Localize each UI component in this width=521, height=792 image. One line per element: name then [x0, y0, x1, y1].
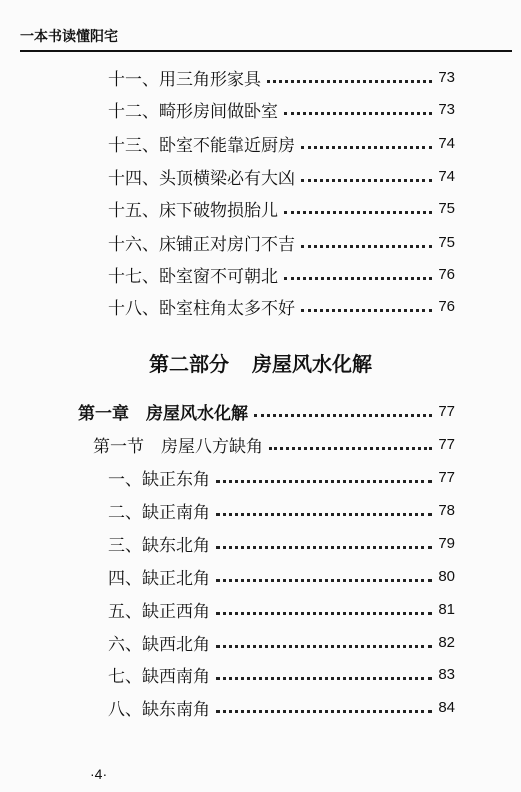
dot-leader [301, 245, 432, 248]
toc-entry-title: 十三、卧室不能靠近厨房 [108, 135, 295, 156]
toc-entry [108, 196, 455, 220]
toc-entry-title: 八、缺东南角 [108, 699, 210, 720]
toc-entry [108, 131, 455, 155]
toc-entry-title: 四、缺正北角 [108, 568, 210, 589]
toc-entry-page: 79 [438, 534, 455, 552]
dot-leader [216, 546, 432, 549]
toc-entry-page: 74 [438, 167, 455, 185]
dot-leader [216, 612, 432, 615]
toc-entry-page: 83 [438, 665, 455, 683]
header-rule [20, 50, 512, 52]
toc-entry-page: 76 [438, 297, 455, 315]
dot-leader [269, 447, 432, 450]
toc-entry-title: 十八、卧室柱角太多不好 [108, 298, 295, 319]
dot-leader [284, 277, 432, 280]
toc-entry-title: 五、缺正西角 [108, 601, 210, 622]
toc-entry [108, 65, 455, 89]
toc-entry [108, 662, 455, 686]
toc-entry-title: 第一节 房屋八方缺角 [93, 436, 263, 457]
toc-entry [108, 294, 455, 318]
page-number: ·4· [90, 766, 108, 782]
part-heading [0, 348, 521, 377]
toc-entry-page: 77 [438, 402, 455, 420]
dot-leader [216, 579, 432, 582]
toc-entry [108, 465, 455, 489]
dot-leader [284, 211, 432, 214]
toc-entry-page: 77 [438, 468, 455, 486]
dot-leader [216, 677, 432, 680]
toc-entry [108, 564, 455, 588]
toc-entry-page: 74 [438, 134, 455, 152]
dot-leader [216, 645, 432, 648]
toc-entry-title: 十五、床下破物损胎儿 [108, 200, 278, 221]
dot-leader [216, 710, 432, 713]
toc-entry-page: 75 [438, 199, 455, 217]
toc-entry [108, 597, 455, 621]
toc-entry-page: 73 [438, 100, 455, 118]
toc-entry-page: 75 [438, 233, 455, 251]
toc-entry-title: 七、缺西南角 [108, 666, 210, 687]
dot-leader [301, 179, 432, 182]
toc-entry-title: 十六、床铺正对房门不吉 [108, 234, 295, 255]
toc-entry-page: 76 [438, 265, 455, 283]
toc-entry-page: 81 [438, 600, 455, 618]
toc-entry-title: 十一、用三角形家具 [108, 69, 261, 90]
toc-entry [108, 164, 455, 188]
toc-entry [108, 630, 455, 654]
toc-entry [108, 531, 455, 555]
toc-entry-title: 三、缺东北角 [108, 535, 210, 556]
dot-leader [301, 309, 432, 312]
toc-entry-title: 一、缺正东角 [108, 469, 210, 490]
part-number: 第二部分 [149, 352, 230, 376]
dot-leader [267, 80, 432, 83]
toc-entry-title: 十四、头顶横梁必有大凶 [108, 168, 295, 189]
toc-entry-title: 六、缺西北角 [108, 634, 210, 655]
toc-section-entry [93, 432, 455, 456]
toc-entry-page: 77 [438, 435, 455, 453]
dot-leader [301, 146, 432, 149]
toc-entry [108, 695, 455, 719]
toc-entry [108, 498, 455, 522]
toc-entry [108, 262, 455, 286]
toc-chapter-entry [78, 399, 455, 423]
toc-entry-title: 第一章 房屋风水化解 [78, 403, 248, 424]
toc-entry-page: 80 [438, 567, 455, 585]
toc-entry-page: 73 [438, 68, 455, 86]
toc-entry-page: 78 [438, 501, 455, 519]
toc-entry [108, 230, 455, 254]
toc-entry-page: 82 [438, 633, 455, 651]
toc-entry-title: 十二、畸形房间做卧室 [108, 101, 278, 122]
toc-entry-title: 十七、卧室窗不可朝北 [108, 266, 278, 287]
toc-entry [108, 97, 455, 121]
part-title: 房屋风水化解 [251, 352, 372, 376]
dot-leader [216, 513, 432, 516]
toc-entry-title: 二、缺正南角 [108, 502, 210, 523]
dot-leader [216, 480, 432, 483]
running-header: 一本书读懂阳宅 [20, 29, 118, 45]
dot-leader [254, 414, 432, 417]
toc-entry-page: 84 [438, 698, 455, 716]
dot-leader [284, 112, 432, 115]
